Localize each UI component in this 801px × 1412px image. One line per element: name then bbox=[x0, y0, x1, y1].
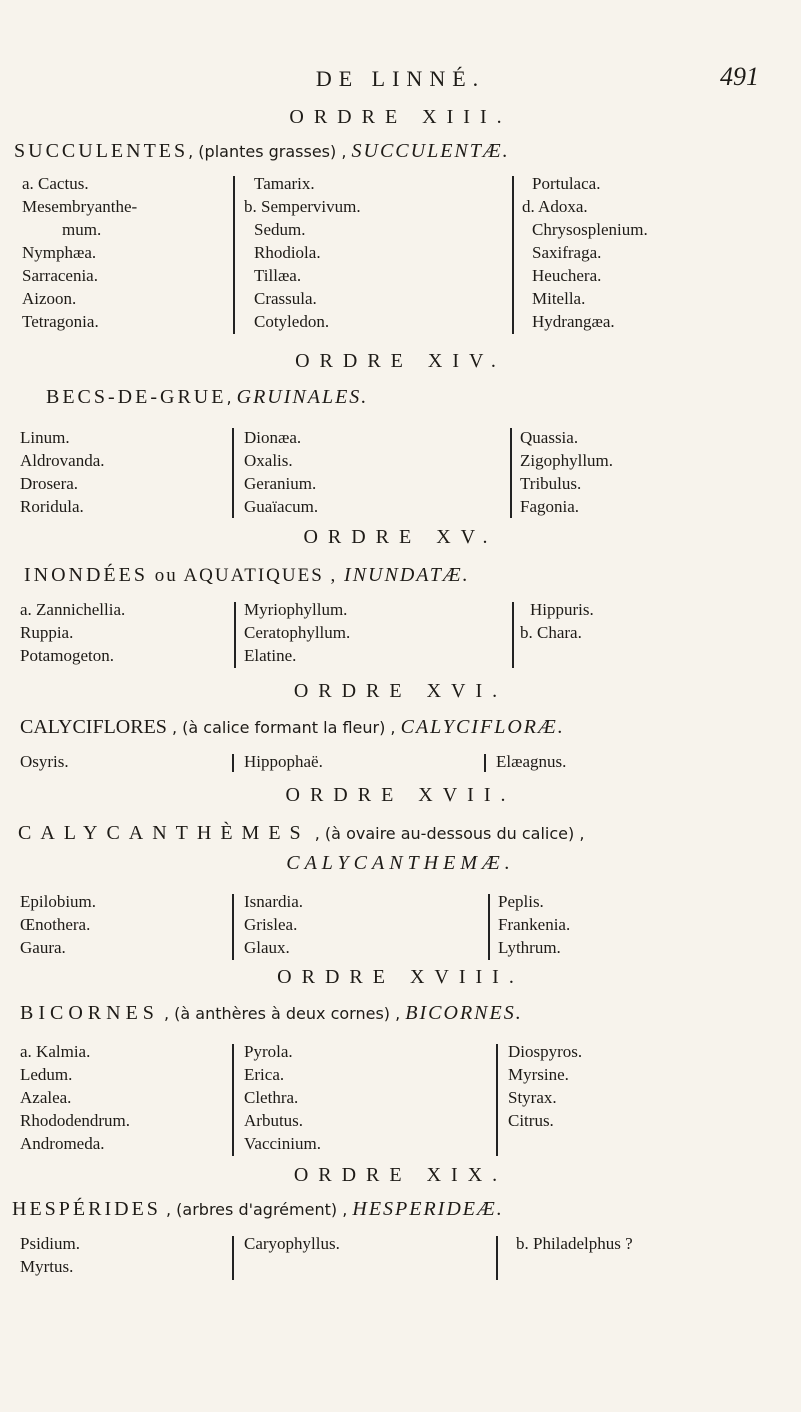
genus: Hippophaë. bbox=[244, 752, 323, 771]
section-title-latin bbox=[0, 852, 801, 875]
column-divider bbox=[232, 1044, 234, 1156]
genus: Lythrum. bbox=[498, 938, 561, 957]
genus-column bbox=[508, 1040, 582, 1132]
genus: Erica. bbox=[244, 1065, 285, 1084]
genus-column bbox=[496, 750, 566, 773]
genus: a. Kalmia. bbox=[20, 1042, 91, 1061]
genus-column bbox=[244, 172, 361, 333]
section-title bbox=[12, 1198, 793, 1221]
genus: Vaccinium. bbox=[244, 1134, 321, 1153]
column-divider bbox=[496, 1236, 498, 1280]
genus: Osyris. bbox=[20, 752, 69, 771]
genus: Peplis. bbox=[498, 892, 544, 911]
title-fr: HESPÉRIDES bbox=[12, 1198, 161, 1220]
genus: Drosera. bbox=[20, 474, 79, 493]
genus-column bbox=[20, 750, 69, 773]
genus: Hydrangæa. bbox=[532, 312, 615, 331]
genus-column bbox=[522, 172, 648, 333]
section-title bbox=[18, 822, 793, 845]
genus: Myrsine. bbox=[508, 1065, 569, 1084]
order-heading: ORDRE XVII. bbox=[285, 784, 516, 806]
title-fr: BECS-DE-GRUE bbox=[46, 386, 227, 408]
genus-column bbox=[244, 750, 323, 773]
title-lat: INUNDATÆ. bbox=[344, 564, 470, 586]
genus: Mitella. bbox=[532, 289, 586, 308]
genus-column bbox=[244, 1040, 321, 1155]
genus: Tetragonia. bbox=[22, 312, 99, 331]
genus: Nymphæa. bbox=[22, 243, 97, 262]
genus: Chrysosplenium. bbox=[532, 220, 648, 239]
genus-column bbox=[20, 1040, 130, 1155]
section-title bbox=[24, 564, 793, 587]
genus: Tribulus. bbox=[520, 474, 582, 493]
genus-column bbox=[244, 426, 318, 518]
genus: Diospyros. bbox=[508, 1042, 583, 1061]
genus-column bbox=[20, 598, 125, 667]
genus: Myriophyllum. bbox=[244, 600, 348, 619]
title-note: , (à ovaire au-dessous du calice) , bbox=[309, 824, 585, 843]
column-divider bbox=[488, 894, 490, 960]
genus: b. Sempervivum. bbox=[244, 197, 361, 216]
order-heading: ORDRE XVI. bbox=[293, 680, 508, 702]
genus: Gaura. bbox=[20, 938, 66, 957]
genus: Geranium. bbox=[244, 474, 317, 493]
genus: b. Chara. bbox=[520, 623, 582, 642]
genus: Arbutus. bbox=[244, 1111, 304, 1130]
title-fr: SUCCULENTES bbox=[14, 140, 189, 162]
title-note: , (plantes grasses) , bbox=[188, 142, 352, 161]
column-divider bbox=[232, 1236, 234, 1280]
genus-column bbox=[244, 598, 350, 667]
genus: Ledum. bbox=[20, 1065, 73, 1084]
genus: Guaïacum. bbox=[244, 497, 319, 516]
genus: Crassula. bbox=[254, 289, 317, 308]
genus-column bbox=[20, 1232, 80, 1278]
genus: Rhododendrum. bbox=[20, 1111, 131, 1130]
column-divider bbox=[234, 602, 236, 668]
column-divider bbox=[484, 754, 486, 772]
genus: Citrus. bbox=[508, 1111, 554, 1130]
genus: Elatine. bbox=[244, 646, 297, 665]
genus: Glaux. bbox=[244, 938, 290, 957]
section-title bbox=[20, 716, 793, 739]
genus: Heuchera. bbox=[532, 266, 602, 285]
column-divider bbox=[510, 428, 512, 518]
genus: Cotyledon. bbox=[254, 312, 330, 331]
genus: Tamarix. bbox=[254, 174, 315, 193]
running-title: DE LINNÉ. bbox=[315, 66, 486, 91]
genus: Portulaca. bbox=[532, 174, 601, 193]
genus: Sarracenia. bbox=[22, 266, 98, 285]
genus: Psidium. bbox=[20, 1234, 80, 1253]
title-lat: SUCCULENTÆ. bbox=[351, 140, 510, 162]
title-fr: CALYCIFLORES bbox=[20, 716, 167, 738]
genus: a. Zannichellia. bbox=[20, 600, 126, 619]
column-divider bbox=[232, 894, 234, 960]
genus: Isnardia. bbox=[244, 892, 304, 911]
page-number: 491 bbox=[720, 62, 759, 91]
section-title bbox=[46, 386, 793, 409]
genus: Pyrola. bbox=[244, 1042, 293, 1061]
order-heading: ORDRE XIV. bbox=[295, 350, 506, 372]
title-lat: BICORNES. bbox=[405, 1002, 523, 1024]
genus: Potamogeton. bbox=[20, 646, 114, 665]
order-heading: ORDRE XIX. bbox=[293, 1164, 508, 1186]
genus-column bbox=[244, 890, 303, 959]
column-divider bbox=[512, 602, 514, 668]
genus: Dionæa. bbox=[244, 428, 302, 447]
genus: d. Adoxa. bbox=[522, 197, 588, 216]
genus: Mesembryanthe- bbox=[22, 197, 138, 216]
genus: Zigophyllum. bbox=[520, 451, 614, 470]
title-lat: GRUINALES. bbox=[236, 386, 369, 408]
genus: Tillæa. bbox=[254, 266, 302, 285]
genus: Fagonia. bbox=[520, 497, 580, 516]
title-lat: HESPERIDEÆ. bbox=[352, 1198, 504, 1220]
genus: Epilobium. bbox=[20, 892, 97, 911]
genus: mum. bbox=[62, 220, 102, 239]
column-divider bbox=[496, 1044, 498, 1156]
genus: Grislea. bbox=[244, 915, 298, 934]
genus: Ruppia. bbox=[20, 623, 74, 642]
genus-column bbox=[516, 1232, 633, 1255]
genus-column bbox=[20, 426, 105, 518]
title-fr: INONDÉES bbox=[24, 564, 148, 586]
genus: Hippuris. bbox=[530, 600, 594, 619]
genus: Oxalis. bbox=[244, 451, 293, 470]
genus: Rhodiola. bbox=[254, 243, 321, 262]
genus: Ceratophyllum. bbox=[244, 623, 351, 642]
title-fr: CALYCANTHÈMES bbox=[18, 822, 310, 844]
title-note: , (à calice formant la fleur) , bbox=[166, 718, 401, 737]
section-title bbox=[20, 1002, 793, 1025]
order-heading: ORDRE XIII. bbox=[289, 106, 512, 128]
genus: Styrax. bbox=[508, 1088, 557, 1107]
column-divider bbox=[512, 176, 514, 334]
genus: Aizoon. bbox=[22, 289, 77, 308]
genus: Myrtus. bbox=[20, 1257, 74, 1276]
genus: Caryophyllus. bbox=[244, 1234, 340, 1253]
title-lat: CALYCIFLORÆ. bbox=[400, 716, 565, 738]
column-divider bbox=[232, 428, 234, 518]
genus: Frankenia. bbox=[498, 915, 571, 934]
genus: Saxifraga. bbox=[532, 243, 602, 262]
genus: Œnothera. bbox=[20, 915, 91, 934]
genus: Sedum. bbox=[254, 220, 306, 239]
genus: Clethra. bbox=[244, 1088, 299, 1107]
genus: Aldrovanda. bbox=[20, 451, 105, 470]
title-note: ou AQUATIQUES , bbox=[148, 565, 345, 586]
genus: Andromeda. bbox=[20, 1134, 105, 1153]
genus-column bbox=[520, 426, 613, 518]
title-note: , (à anthères à deux cornes) , bbox=[158, 1004, 406, 1023]
section-title bbox=[14, 140, 793, 163]
genus: Roridula. bbox=[20, 497, 84, 516]
order-heading: ORDRE XV. bbox=[303, 526, 498, 548]
title-note: , bbox=[226, 388, 237, 407]
genus: Quassia. bbox=[520, 428, 579, 447]
genus: Azalea. bbox=[20, 1088, 72, 1107]
title-fr: BICORNES bbox=[20, 1002, 159, 1024]
genus-column bbox=[22, 172, 137, 333]
genus: b. Philadelphus ? bbox=[516, 1234, 633, 1253]
genus-column bbox=[520, 598, 594, 644]
genus-column bbox=[498, 890, 570, 959]
column-divider bbox=[233, 176, 235, 334]
column-divider bbox=[232, 754, 234, 772]
title-note: , (arbres d'agrément) , bbox=[160, 1200, 353, 1219]
title-lat: CALYCANTHEMÆ. bbox=[286, 852, 515, 874]
genus-column bbox=[20, 890, 96, 959]
genus: Elæagnus. bbox=[496, 752, 567, 771]
genus: a. Cactus. bbox=[22, 174, 89, 193]
order-heading: ORDRE XVIII. bbox=[277, 966, 524, 988]
genus-column bbox=[244, 1232, 340, 1255]
genus: Linum. bbox=[20, 428, 70, 447]
